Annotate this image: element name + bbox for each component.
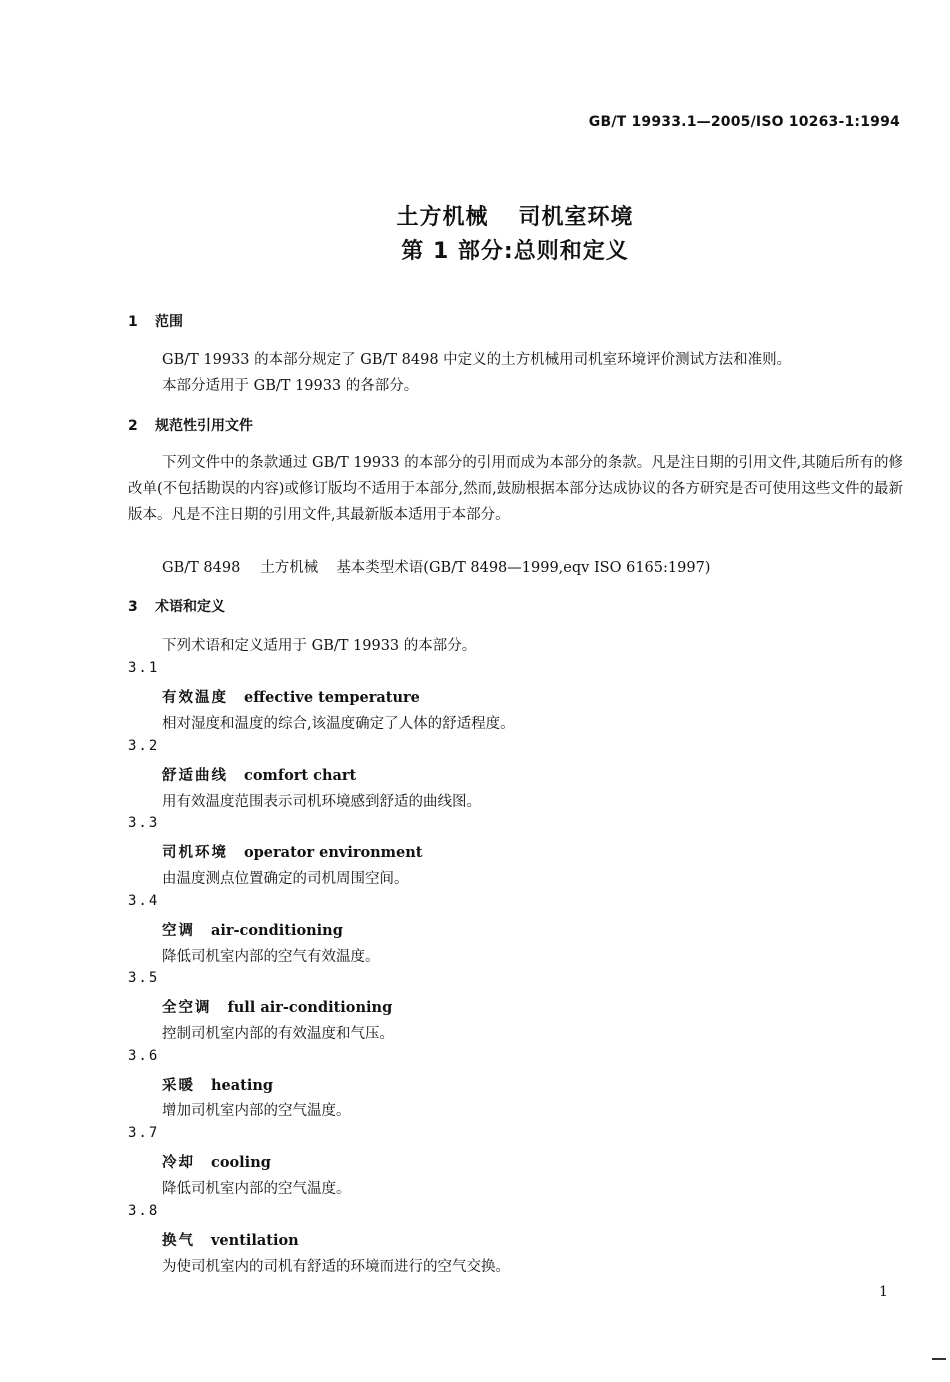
term-cn: 冷却 — [162, 1155, 195, 1171]
section-title: 规范性引用文件 — [155, 418, 253, 434]
term-cn: 舒适曲线 — [162, 768, 228, 784]
term-heading — [162, 996, 392, 1017]
term-heading — [162, 1074, 273, 1095]
term-cn: 换气 — [162, 1233, 195, 1249]
term-definition: 为使司机室内的司机有舒适的环境而进行的空气交换。 — [162, 1259, 510, 1275]
term-definition: 降低司机室内部的空气温度。 — [162, 1181, 351, 1197]
title-part1: 土方机械 — [396, 205, 489, 230]
section-number: 2 — [128, 418, 138, 434]
term-en: air-conditioning — [211, 922, 343, 939]
scan-corner-mark — [932, 1358, 946, 1360]
term-definition: 降低司机室内部的空气有效温度。 — [162, 949, 380, 965]
section-3-heading — [128, 596, 225, 616]
section-title: 术语和定义 — [155, 599, 225, 615]
title-part2: 司机室环境 — [518, 205, 634, 230]
term-number: 3.5 — [128, 970, 160, 986]
term-en: ventilation — [211, 1232, 299, 1249]
term-en: comfort chart — [244, 767, 357, 784]
term-cn: 有效温度 — [162, 690, 228, 706]
term-definition: 增加司机室内部的空气温度。 — [162, 1103, 351, 1119]
term-definition: 用有效温度范围表示司机环境感到舒适的曲线图。 — [162, 794, 481, 810]
term-number: 3.1 — [128, 660, 160, 676]
term-number: 3.2 — [128, 738, 160, 754]
reference-title: 土方机械 — [260, 560, 319, 576]
term-number: 3.6 — [128, 1048, 160, 1064]
document-title-line2: 第 1 部分:总则和定义 — [401, 239, 629, 264]
section-2-heading — [128, 415, 253, 435]
term-en: heating — [211, 1077, 274, 1094]
term-heading — [162, 919, 343, 940]
page-number: 1 — [879, 1284, 888, 1300]
section-3-intro: 下列术语和定义适用于 GB/T 19933 的本部分。 — [162, 638, 477, 654]
term-heading — [162, 764, 356, 785]
term-definition: 相对湿度和温度的综合,该温度确定了人体的舒适程度。 — [162, 716, 515, 732]
section-1-heading — [128, 311, 183, 331]
term-number: 3.8 — [128, 1203, 160, 1219]
term-definition: 控制司机室内部的有效温度和气压。 — [162, 1026, 394, 1042]
section-1-line2: 本部分适用于 GB/T 19933 的各部分。 — [162, 378, 419, 394]
standard-number: GB/T 19933.1—2005/ISO 10263-1:1994 — [588, 114, 900, 130]
section-title: 范围 — [155, 314, 183, 330]
term-en: cooling — [211, 1154, 271, 1171]
term-cn: 司机环境 — [162, 845, 228, 861]
term-heading — [162, 686, 420, 707]
term-number: 3.4 — [128, 893, 160, 909]
term-en: effective temperature — [244, 689, 420, 706]
normative-reference — [162, 556, 710, 577]
term-heading — [162, 1151, 271, 1172]
section-2-paragraph: 下列文件中的条款通过 GB/T 19933 的本部分的引用而成为本部分的条款。凡是注日期的引用文件,其随后所有的修改单(不包括勘误的内容)或修订版均不适用于本部分,然而,鼓励根据本部分达成协议的各方研究是否可使用这些文件的最新版本。凡是不注日期的引用文件,其最新版本适用于本部分。 — [128, 455, 903, 523]
term-number: 3.3 — [128, 815, 160, 831]
term-en: operator environment — [244, 844, 423, 861]
term-definition: 由温度测点位置确定的司机周围空间。 — [162, 871, 409, 887]
term-number: 3.7 — [128, 1125, 160, 1141]
reference-code: GB/T 8498 — [162, 560, 241, 576]
section-1-paragraph: GB/T 19933 的本部分规定了 GB/T 8498 中定义的土方机械用司机室环境评价测试方法和准则。 — [162, 352, 792, 368]
term-en: full air-conditioning — [227, 999, 393, 1016]
term-heading — [162, 1229, 299, 1250]
reference-detail: 基本类型术语(GB/T 8498—1999,eqv ISO 6165:1997) — [336, 560, 711, 576]
term-cn: 全空调 — [162, 1000, 212, 1016]
term-cn: 采暖 — [162, 1078, 195, 1094]
section-number: 3 — [128, 599, 138, 615]
section-number: 1 — [128, 314, 138, 330]
term-heading — [162, 841, 423, 862]
document-title-line1 — [0, 200, 950, 231]
term-cn: 空调 — [162, 923, 195, 939]
